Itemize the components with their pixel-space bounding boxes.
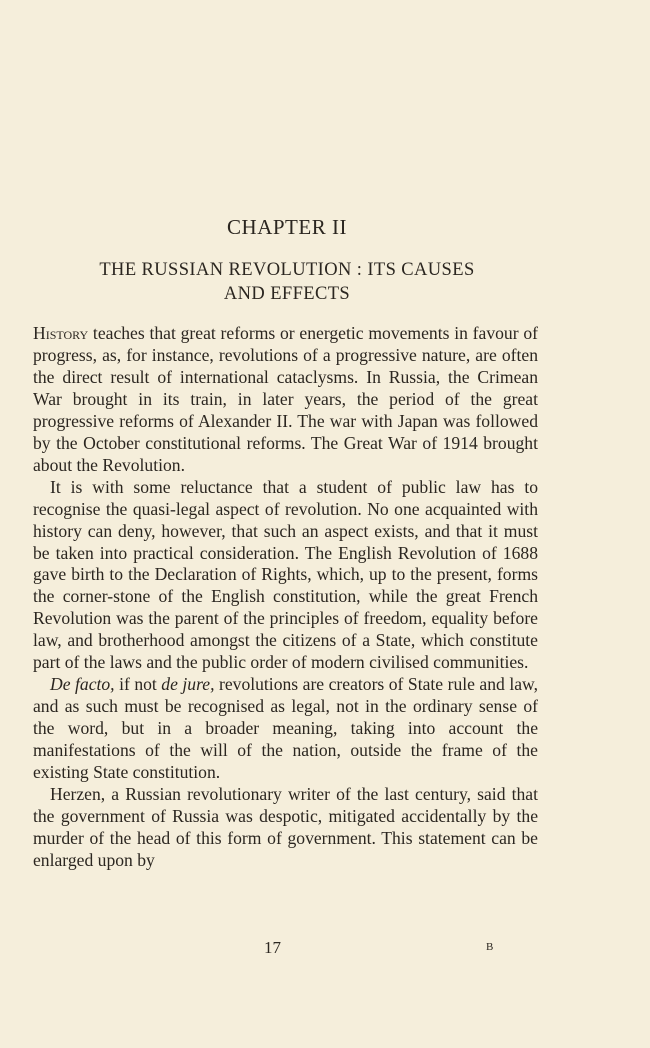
chapter-title-line-1: THE RUSSIAN REVOLUTION : ITS CAUSES xyxy=(99,260,475,280)
page-number: 17 xyxy=(264,938,281,957)
signature-mark: B xyxy=(486,941,494,953)
paragraph-3-italic-de-jure: de jure, xyxy=(161,674,215,695)
chapter-title xyxy=(60,258,514,306)
paragraph-4: Herzen, a Russian revolutionary writer of the last century, said that the government of Russia was despotic, mitigated accidentally by the murder of the head of this form of government. This statement can be enlarged upon by xyxy=(33,784,538,870)
paragraph-1 xyxy=(33,323,538,477)
chapter-number: CHAPTER II xyxy=(227,215,347,239)
paragraph-2: It is with some reluctance that a student of public law has to recognise the quasi-legal aspect of revolution. No one acquainted with history can deny, however, that such an aspect exists, and that it must be taken into practical consideration. The English Revolution of 1688 gave birth to the Declaration of Rights, which, up to the present, forms the corner-stone of the English constitution, while the great French Revolution was the parent of the principles of freedom, equality before law, and brotherhood amongst the citizens of a State, which constitute part of the laws and the public order of modern civilised communities. xyxy=(33,476,538,673)
paragraph-3-connector: if not xyxy=(114,674,162,695)
chapter-title-line-2: AND EFFECTS xyxy=(223,284,351,304)
paragraph-3 xyxy=(33,674,538,784)
paragraph-3-text: revolutions are creators of State rule and law, and as such must be recognised as legal, not in the ordinary sense of the word, but in a broader meaning, taking into account the manifestations of the will of the nation, outside the frame of the existing State constitution. xyxy=(33,674,538,783)
paragraph-1-text: teaches that great reforms or energetic movements in favour of progress, as, for instance, revolutions of a progressive nature, are often the direct result of international cataclysms. In Russia, the Crimean War brought in its train, in later years, the period of the great progressive reforms of Alexander II. The war with Japan was followed by the October constitutional reforms. The Great War of 1914 brought about the Revolution. xyxy=(33,323,538,475)
paragraph-3-italic-de-facto: De facto, xyxy=(50,674,115,695)
chapter-body xyxy=(33,323,538,872)
paragraph-1-lead-word: History xyxy=(33,323,89,343)
